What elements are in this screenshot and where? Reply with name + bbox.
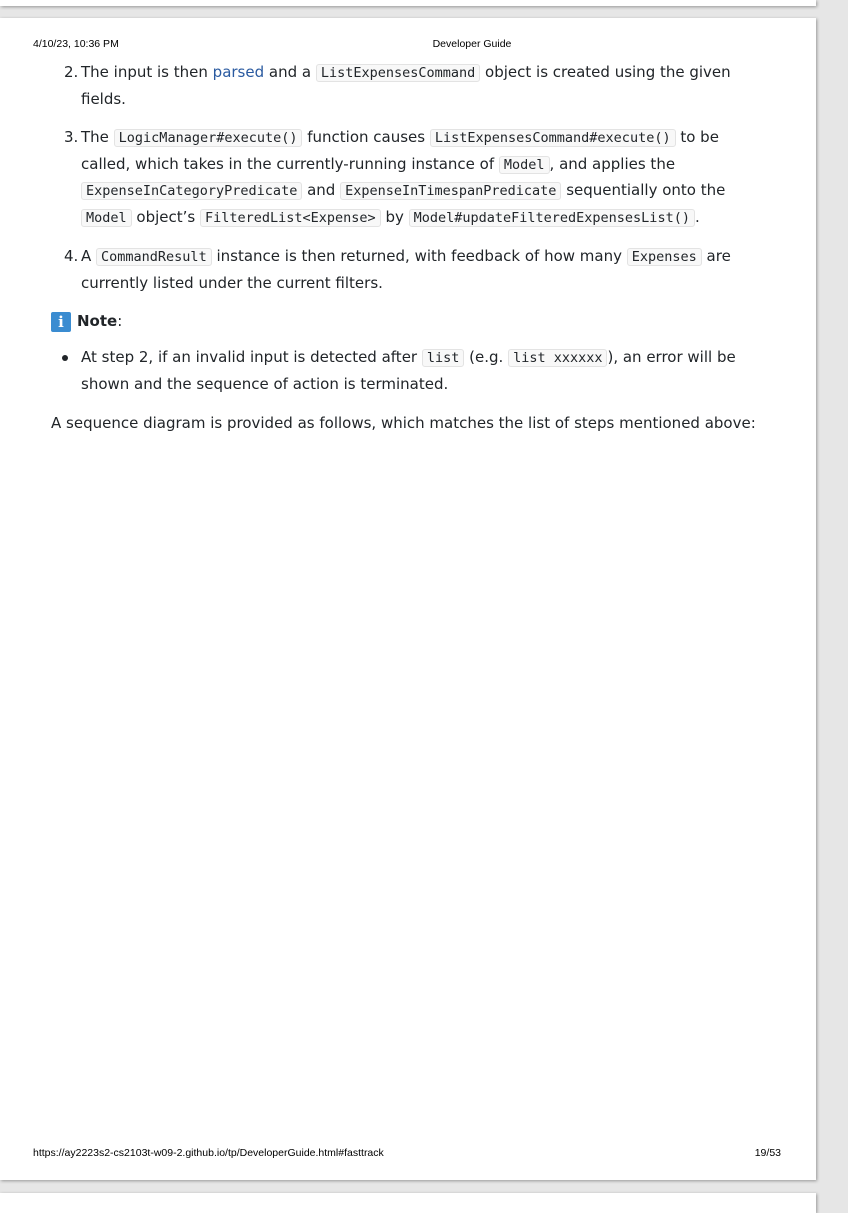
- inline-code: FilteredList<Expense>: [200, 209, 381, 227]
- inline-code: ListExpensesCommand: [316, 64, 480, 82]
- inline-code: ExpenseInTimespanPredicate: [340, 182, 561, 200]
- header-title: Developer Guide: [432, 38, 512, 50]
- step-number: 2.: [64, 63, 79, 81]
- next-page-edge: [0, 1193, 816, 1213]
- bullet-dot-icon: [62, 355, 68, 361]
- text-run: sequentially onto the: [561, 181, 726, 199]
- footer-page-number: 19/53: [754, 1147, 781, 1159]
- text-run: The input is then: [81, 63, 213, 81]
- note-bullet-item: [51, 345, 771, 397]
- footer-url: https://ay2223s2-cs2103t-w09-2.github.io/tp/DeveloperGuide.html#fasttrack: [33, 1147, 384, 1159]
- text-run: At step 2, if an invalid input is detected after: [81, 348, 422, 366]
- step-item: [51, 60, 771, 112]
- text-run: ), an error will be shown and the sequence of action is terminated.: [81, 348, 736, 393]
- text-run: The: [81, 128, 114, 146]
- text-run: object’s: [131, 207, 200, 226]
- step-item: [51, 125, 771, 231]
- info-icon: i: [51, 312, 71, 332]
- text-run: by: [380, 207, 409, 226]
- inline-code: Model: [81, 209, 132, 227]
- closing-paragraph: A sequence diagram is provided as follows, which matches the list of steps mentioned above:: [51, 414, 756, 432]
- note-heading: [51, 309, 771, 335]
- text-run: , and applies the: [549, 154, 676, 173]
- inline-code: LogicManager#execute(): [114, 129, 303, 147]
- inline-code: Model: [499, 156, 550, 174]
- header-datetime: 4/10/23, 10:36 PM: [33, 38, 119, 50]
- step-text: [81, 128, 725, 226]
- text-run: (e.g.: [464, 348, 509, 366]
- inline-code: Model#updateFilteredExpensesList(): [409, 209, 695, 227]
- text-run: object is created using the given fields.: [81, 63, 731, 108]
- document-page: [0, 18, 816, 1180]
- note-label: Note: [77, 312, 118, 331]
- inline-code: list: [422, 349, 465, 367]
- step-item: [51, 244, 771, 296]
- inline-link[interactable]: parsed: [212, 63, 265, 81]
- step-number: 4.: [64, 247, 79, 265]
- text-run: are currently listed under the current filters.: [81, 247, 731, 292]
- text-run: A: [81, 247, 97, 265]
- text-run: instance is then returned, with feedback of how many: [211, 247, 627, 265]
- note-bullets: [51, 345, 771, 397]
- bullet-text: [81, 348, 736, 393]
- text-run: and a: [264, 63, 316, 81]
- inline-code: Expenses: [627, 248, 702, 266]
- inline-code: ExpenseInCategoryPredicate: [81, 182, 302, 200]
- inline-code: CommandResult: [96, 248, 212, 266]
- note-label-suffix: :: [117, 312, 123, 331]
- text-run: and: [302, 181, 341, 199]
- step-text: [81, 63, 731, 108]
- steps-list: [51, 60, 771, 296]
- inline-code: list xxxxxx: [508, 349, 607, 367]
- step-number: 3.: [64, 128, 79, 146]
- inline-code: ListExpensesCommand#execute(): [430, 129, 676, 147]
- text-run: function causes: [302, 128, 430, 146]
- previous-page-edge: [0, 0, 816, 6]
- text-run: .: [694, 207, 700, 226]
- step-text: [81, 247, 731, 292]
- page-content: [51, 60, 771, 452]
- text-run: to be called, which takes in the currently-running instance of: [81, 128, 719, 173]
